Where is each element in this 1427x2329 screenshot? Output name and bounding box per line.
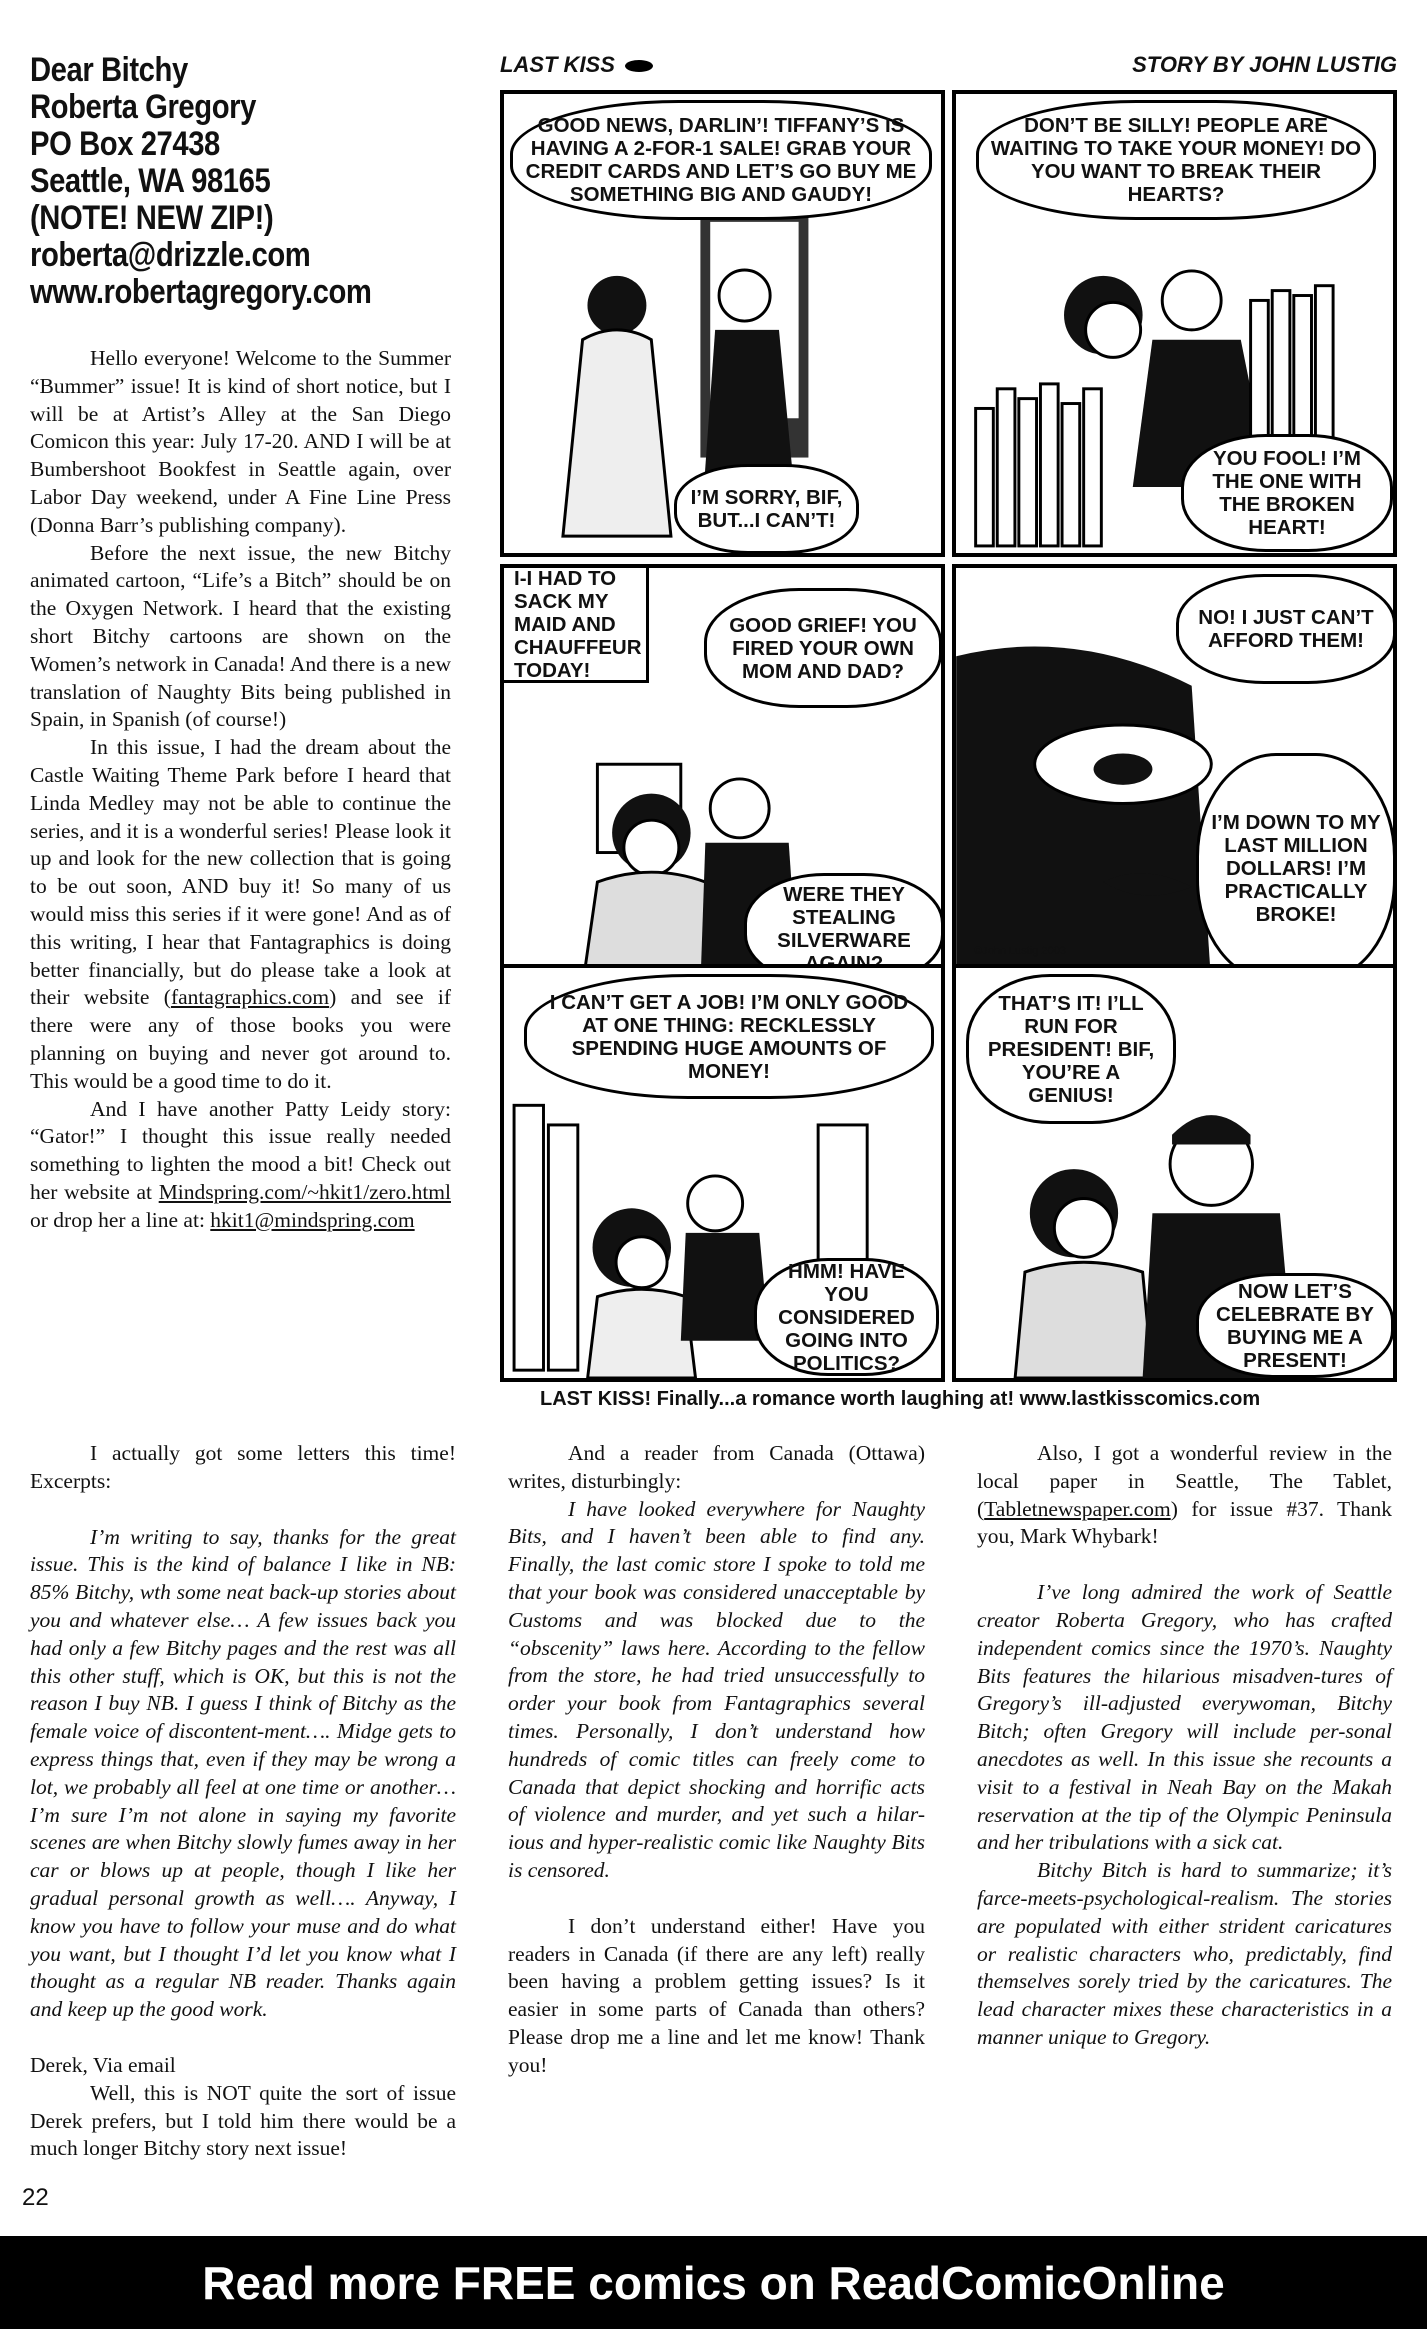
address-website[interactable]: www.robertagregory.com [30, 273, 372, 311]
reply-paragraph: Well, this is NOT quite the sort of issue Derek prefers, but I told him there would be a much longer Bitchy story next issue! [30, 2080, 456, 2161]
text-run: ) and see if there were any of those books you were planning on buying and never got around to. This would be a good time to do it. [30, 985, 451, 1093]
comic-panel-1 [500, 90, 945, 557]
lips-icon [625, 60, 653, 72]
text-run: ) for issue #37. Thank you, Mark Whybark! [977, 1496, 1392, 1549]
address-line: Seattle, WA 98165 [30, 162, 271, 200]
fantagraphics-link[interactable]: fantagraphics.com [170, 985, 330, 1010]
text-run: And I have another Patty Leidy story: “Gator!” I thought this issue really needed something to lighten the mood a bit! Check out her website at [30, 1096, 451, 1204]
intro-paragraph [30, 734, 451, 1095]
letters-intro: I actually got some letters this time! Excerpts: [30, 1441, 456, 1493]
reader-letter: I’m writing to say, thanks for the great issue. This is the kind of balance I like in NB: 85% Bitchy, wth some neat back-up stories about you and whatever else… A few issues back you had only a few Bitchy pages and the rest was all this other stuff, which is OK, but this is not the reason I buy NB. I guess I think of Bitchy as the female voice of discontent-ment…. Midge gets to express things that, even if they may be wrong a lot, we probably all feel at one time or another… I’m sure I’m not alone in saying my favorite scenes are when Bitchy slowly fumes away in her car or blows up at people, though I like her gradual personal growth as well…. Anyway, I know you have to follow your muse and do what you want, but I thought I’d let you know what I thought as a regular NB reader. Thanks again and keep up the good work. [30, 1524, 456, 2022]
speech-bubble: NOW LET’S CELEBRATE BY BUYING ME A PRESENT! [1196, 1273, 1394, 1378]
canada-intro: And a reader from Canada (Ottawa) writes, disturbingly: [508, 1441, 925, 1493]
speech-bubble: HMM! HAVE YOU CONSIDERED GOING INTO POLITICS? [754, 1258, 939, 1376]
comic-credit: STORY BY JOHN LUSTIG [1132, 52, 1397, 77]
speech-bubble: YOU FOOL! I’M THE ONE WITH THE BROKEN HEART! [1181, 434, 1393, 552]
tablet-link[interactable]: Tabletnewspaper.com [984, 1496, 1171, 1521]
address-line: PO Box 27438 [30, 125, 220, 163]
letters-column-1 [30, 1440, 456, 2163]
intro-paragraph: Hello everyone! Welcome to the Summer “Bummer” issue! It is kind of short notice, but I will be at Artist’s Alley at the San Diego Comicon this year: July 17-20. AND I will be at Bumbershoot Bookfest in Seattle again, over Labor Day weekend, under A Fine Line Press (Donna Barr’s publishing company). [30, 346, 451, 537]
promo-banner[interactable]: Read more FREE comics on ReadComicOnline [0, 2236, 1427, 2329]
comic-panel-4 [952, 564, 1397, 989]
letters-column-2 [508, 1440, 925, 2080]
address-line: (NOTE! NEW ZIP!) [30, 199, 274, 237]
comic-strip [500, 52, 1397, 1422]
email-link[interactable]: hkit1@mindspring.com [210, 1207, 415, 1232]
speech-bubble: I’M SORRY, BIF, BUT...I CAN’T! [674, 464, 859, 554]
speech-bubble: NO! I JUST CAN’T AFFORD THEM! [1176, 574, 1396, 684]
review-quote: Bitchy Bitch is hard to summarize; it’s farce-meets-psychological-realism. The stories are populated with either strident caricatures or realistic characters who, predictably, find themselves sorely tried by the caricatures. The lead character mixes these characteristics in a manner unique to Gregory. [977, 1858, 1392, 2049]
reader-letter: I have looked everywhere for Naughty Bits, and I haven’t been able to find any. Finally, the last comic store I spoke to told me that your book was considered unacceptable by Customs and was blocked due to the “obscenity” laws here. According to the fellow from the store, he had tried unsuccessfully to order your book from Fantagraphics several times. Personally, I don’t understand how hundreds of comic titles can freely come to Canada that depict shocking and horrific acts of violence and murder, and yet such a hilar-ious and hyper-realistic comic like Naughty Bits is censored. [508, 1496, 925, 1882]
reply-paragraph: I don’t understand either! Have you readers in Canada (if there are any left) really been having a problem getting issues? Is it easier in some parts of Canada than others? Please drop me a line and let me know! Thank you! [508, 1913, 925, 2077]
intro-paragraph [30, 1096, 451, 1235]
comic-logo [500, 52, 653, 82]
review-quote: I’ve long admired the work of Seattle creator Roberta Gregory, who has crafted independent comics since the 1970’s. Naughty Bits features the hilarious misadven-tures of Gregory’s ill-adjusted everywoman, Bitchy Bitch; often Gregory will include per-sonal anecdotes as well. In this issue she recounts a visit to a festival in Neah Bay on the Makah reservation at the tip of the Olympic Peninsula and her tribulations with a sick cat. [977, 1580, 1392, 1855]
comic-panel-5 [500, 964, 945, 1382]
intro-column [30, 345, 451, 1235]
mindspring-link[interactable]: Mindspring.com/~hkit1/zero.html [158, 1179, 451, 1204]
address-block [30, 52, 408, 311]
page-number: 22 [22, 2184, 49, 2211]
comic-copyright: ©John Lustig 2003 [974, 945, 1066, 957]
text-run: or drop her a line at: [30, 1207, 211, 1232]
logo-text: LAST KISS [500, 52, 615, 77]
letters-column-3 [977, 1440, 1392, 2052]
comic-footer: LAST KISS! Finally...a romance worth laughing at! www.lastkisscomics.com [540, 1388, 1261, 1410]
address-email[interactable]: roberta@drizzle.com [30, 236, 311, 274]
speech-bubble: I-I HAD TO SACK MY MAID AND CHAUFFEUR TODAY! [504, 568, 649, 683]
review-intro [977, 1440, 1392, 1551]
comic-panel-6 [952, 964, 1397, 1382]
speech-bubble: GOOD NEWS, DARLIN’! TIFFANY’S IS HAVING A 2-FOR-1 SALE! GRAB YOUR CREDIT CARDS AND LET’S GO BUY ME SOMETHING BIG AND GAUDY! [510, 100, 932, 220]
text-run: In this issue, I had the dream about the Castle Waiting Theme Park before I heard that Linda Medley may not be able to continue the series, and it is a wonderful series! Please look it up and look for the new collection that is going to be out soon, AND buy it! So many of us would miss this series if it were gone! And as of this writing, I hear that Fantagraphics is doing better financially, but do please take a look at their website ( [30, 735, 451, 1010]
speech-bubble: THAT’S IT! I’LL RUN FOR PRESIDENT! BIF, YOU’RE A GENIUS! [966, 974, 1176, 1124]
comic-panel-3 [500, 564, 945, 989]
speech-bubble: GOOD GRIEF! YOU FIRED YOUR OWN MOM AND DAD? [704, 588, 942, 708]
address-line: Roberta Gregory [30, 88, 256, 126]
text-run: Also, I got a wonderful review in the local paper in Seattle, The Tablet, ( [977, 1441, 1392, 1521]
comic-panel-2 [952, 90, 1397, 557]
speech-bubble: I CAN’T GET A JOB! I’M ONLY GOOD AT ONE THING: RECKLESSLY SPENDING HUGE AMOUNTS OF MONEY! [524, 974, 934, 1099]
intro-paragraph: Before the next issue, the new Bitchy animated cartoon, “Life’s a Bitch” should be on the Oxygen Network. I heard that the existing short Bitchy cartoons are shown on the Women’s network in Canada! And there is a new translation of Naughty Bits being published in Spain, in Spanish (of course!) [30, 540, 451, 732]
speech-bubble: I’M DOWN TO MY LAST MILLION DOLLARS! I’M PRACTICALLY BROKE! [1196, 753, 1396, 983]
speech-bubble: DON’T BE SILLY! PEOPLE ARE WAITING TO TAKE YOUR MONEY! DO YOU WANT TO BREAK THEIR HEARTS? [976, 100, 1376, 220]
address-line: Dear Bitchy [30, 51, 188, 89]
speech-bubble: WERE THEY STEALING SILVERWARE [744, 873, 944, 985]
letter-signature: Derek, Via email [30, 2052, 176, 2077]
